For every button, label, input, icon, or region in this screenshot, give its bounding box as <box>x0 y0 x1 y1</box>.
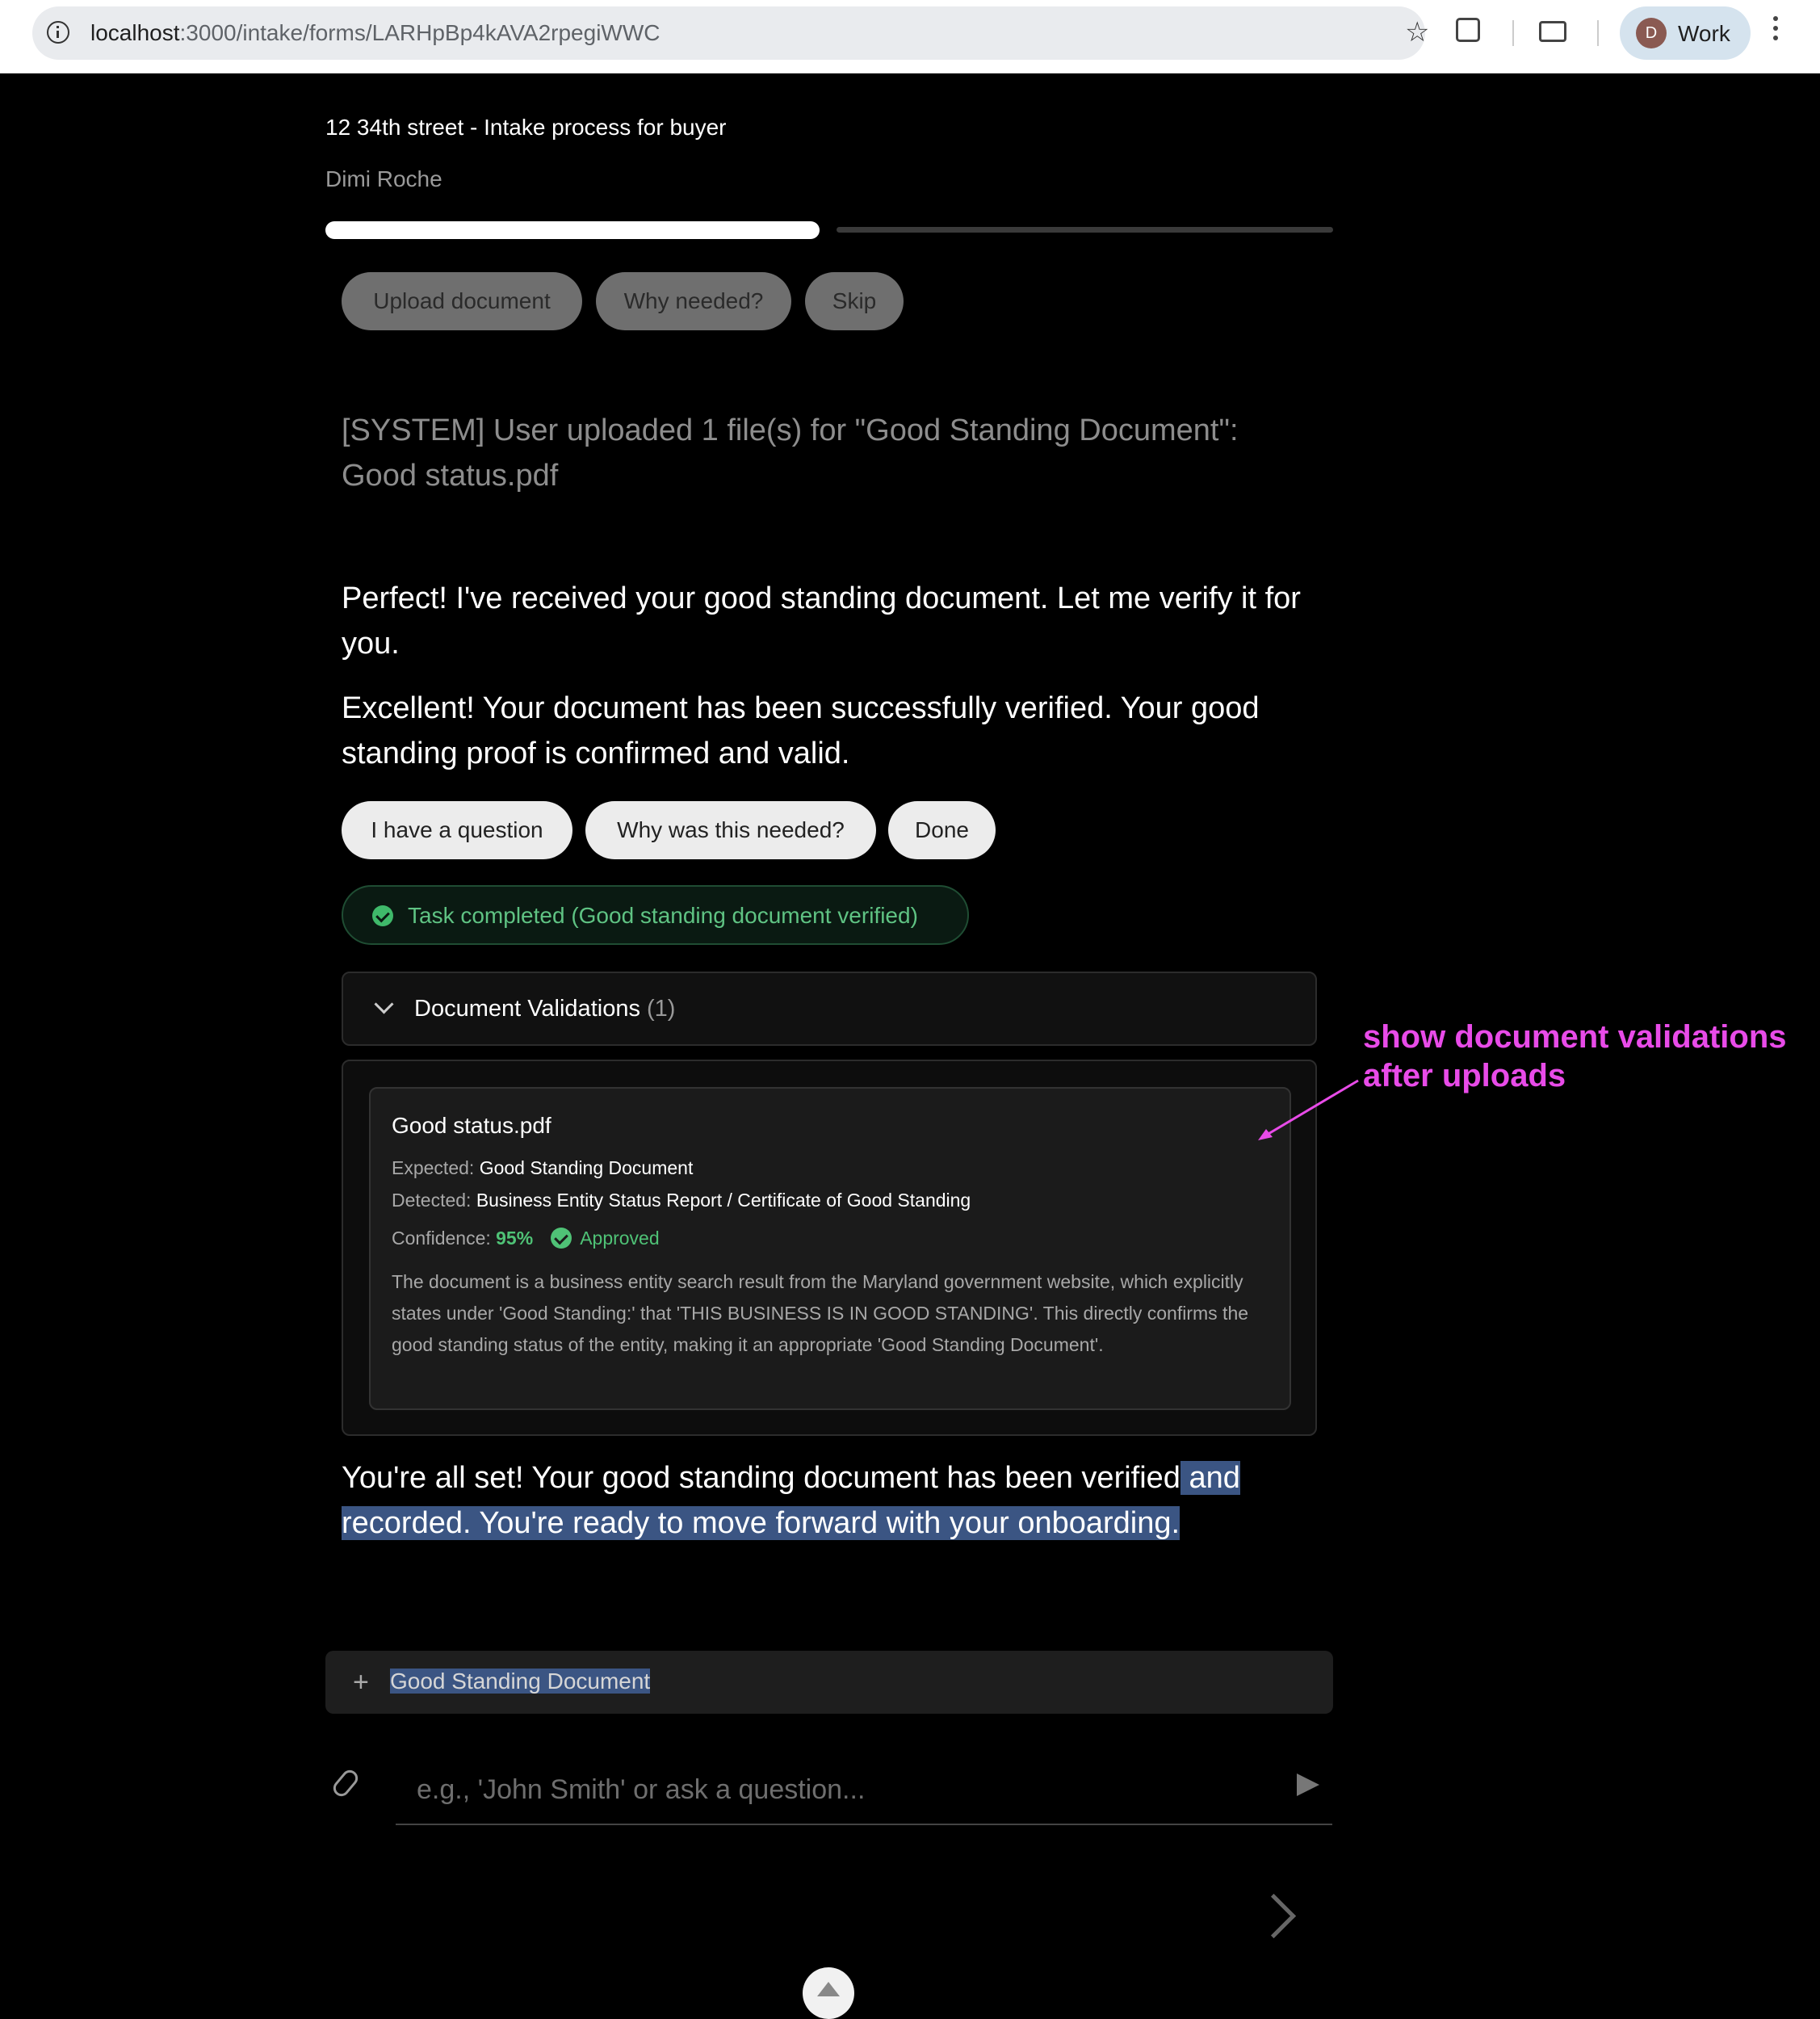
completion-message <box>342 1455 1327 1546</box>
validations-title-text: Document Validations <box>414 996 640 1022</box>
why-needed-button[interactable]: Why needed? <box>596 272 791 330</box>
confidence-value: 95% <box>496 1228 534 1249</box>
progress-track <box>837 227 1333 233</box>
chat-input[interactable] <box>396 1756 1332 1825</box>
detected-row <box>392 1190 971 1211</box>
validations-toggle[interactable] <box>342 972 1317 1046</box>
progress-bar <box>325 221 1333 239</box>
annotation-line: after uploads <box>1363 1058 1566 1093</box>
upload-document-button[interactable]: Upload document <box>342 272 582 330</box>
site-info-icon[interactable] <box>47 21 69 44</box>
progress-fill <box>325 221 820 239</box>
extensions-icon[interactable] <box>1456 18 1480 42</box>
validations-count: (1) <box>647 996 676 1022</box>
profile-button[interactable] <box>1620 6 1751 60</box>
user-name: Dimi Roche <box>325 166 442 191</box>
expected-row <box>392 1157 693 1179</box>
send-icon[interactable] <box>1297 1773 1319 1796</box>
profile-label: Work <box>1678 21 1730 46</box>
validations-title <box>414 996 675 1022</box>
confidence-row <box>392 1228 660 1249</box>
file-name: Good status.pdf <box>392 1113 551 1138</box>
assistant-message: Excellent! Your document has been successfully verified. Your good standing proof is confirmed and valid. <box>342 691 1260 770</box>
done-button[interactable]: Done <box>888 801 996 859</box>
task-status-text: Task completed (Good standing document verified) <box>408 903 918 928</box>
app-logo-icon[interactable] <box>803 1967 854 2019</box>
annotation-line: show document validations <box>1363 1019 1787 1055</box>
validations-panel <box>342 1060 1317 1436</box>
browser-menu-icon[interactable] <box>1773 16 1778 45</box>
system-message: [SYSTEM] User uploaded 1 file(s) for "Good Standing Document": Good status.pdf <box>342 413 1239 493</box>
url-path: :3000/intake/forms/LARHpBp4kAVA2rpegiWWC <box>179 20 660 45</box>
paperclip-icon[interactable] <box>330 1767 361 1799</box>
task-completed-badge <box>342 885 969 945</box>
expected-label: Expected: <box>392 1157 475 1178</box>
tab-search-icon[interactable] <box>1539 21 1566 42</box>
toolbar-divider <box>1512 20 1514 46</box>
url-host: localhost <box>90 20 180 45</box>
chip-label-text: Good Standing Document <box>390 1669 651 1694</box>
document-chip[interactable] <box>325 1651 1333 1714</box>
address-bar[interactable] <box>32 6 1430 60</box>
detected-value: Business Entity Status Report / Certificate of Good Standing <box>476 1190 971 1211</box>
skip-button[interactable]: Skip <box>805 272 904 330</box>
chevron-down-icon <box>374 994 393 1014</box>
url-text[interactable] <box>90 20 660 46</box>
avatar: D <box>1636 18 1667 48</box>
chip-label <box>390 1669 650 1694</box>
validation-card <box>369 1087 1291 1410</box>
selected-text: and recorded. You're ready to move forward with your onboarding. <box>342 1461 1240 1540</box>
check-circle-icon <box>372 905 393 926</box>
bookmark-star-icon[interactable]: ☆ <box>1405 17 1430 48</box>
confidence-label: Confidence: <box>392 1228 491 1249</box>
annotation-note <box>1363 1018 1787 1095</box>
approval-status: Approved <box>580 1228 660 1249</box>
expected-value: Good Standing Document <box>479 1157 694 1178</box>
form-title: 12 34th street - Intake process for buyer <box>325 115 727 140</box>
question-button[interactable]: I have a question <box>342 801 572 859</box>
approved-check-icon <box>551 1228 572 1249</box>
completion-text: You're all set! Your good standing document has been verified <box>342 1461 1180 1495</box>
assistant-message: Perfect! I've received your good standing document. Let me verify it for you. <box>342 581 1301 661</box>
toolbar-divider <box>1597 20 1599 46</box>
plus-icon[interactable]: + <box>353 1667 369 1698</box>
chevron-right-icon[interactable] <box>1252 1894 1296 1938</box>
validation-description: The document is a business entity search result from the Maryland government website, which explicitly states under 'Good Standing:' that 'THIS BUSINESS IS IN GOOD STANDING'. This directly confirms the good standing status of the entity, making it an appropriate 'Good Standing Document'. <box>392 1271 1249 1355</box>
annotation-arrow <box>1252 1074 1365 1147</box>
detected-label: Detected: <box>392 1190 472 1211</box>
browser-toolbar <box>0 0 1820 73</box>
why-this-needed-button[interactable]: Why was this needed? <box>585 801 876 859</box>
